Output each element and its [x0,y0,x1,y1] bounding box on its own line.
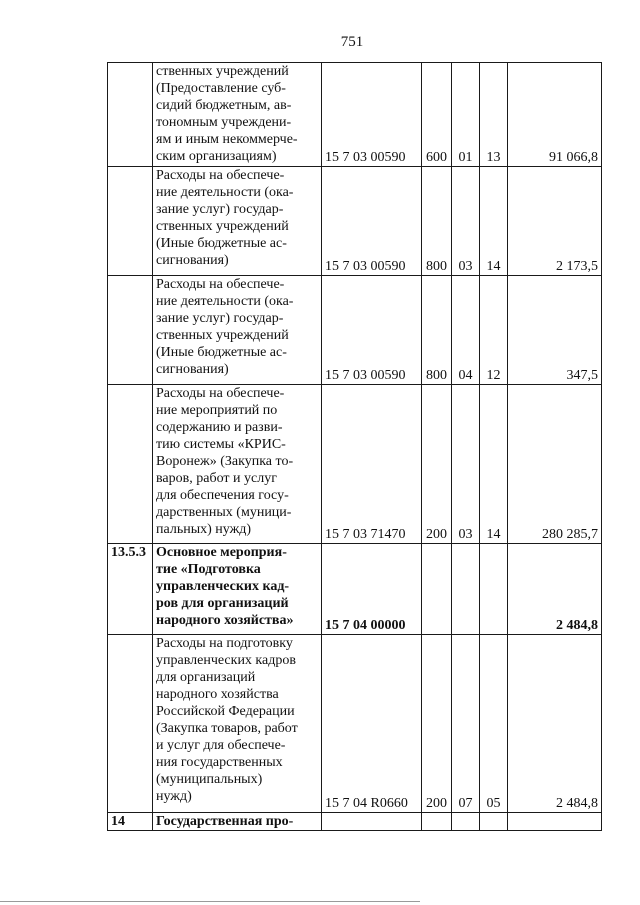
row-description: Расходы на подготовку управленческих кадров для организаций народного хозяйства Российской Федерации (Закупка товаров, работ и услуг для обеспече- ния государственных (муниципальных) нужд) [153,635,322,813]
row-col4: 200 [422,385,452,544]
table-row [108,635,602,813]
row-col6: 05 [480,635,508,813]
row-number [108,63,153,167]
table-row-section [108,544,602,635]
row-col5: 03 [452,167,480,276]
table-row-section [108,813,602,831]
row-col4 [422,544,452,635]
row-col4: 800 [422,167,452,276]
row-col6 [480,544,508,635]
row-number [108,385,153,544]
row-description: Расходы на обеспече- ние мероприятий по содержанию и разви- тию системы «КРИС- Воронеж» (Закупка то- варов, работ и услуг для обеспечения госу- дарственных (муници- пальных) нужд) [153,385,322,544]
page-number: 751 [340,34,364,50]
row-col6: 12 [480,276,508,385]
table-row [108,63,602,167]
row-number [108,635,153,813]
row-amount: 2 484,8 [508,635,602,813]
row-col6: 14 [480,167,508,276]
row-amount: 2 173,5 [508,167,602,276]
row-amount: 347,5 [508,276,602,385]
table-row [108,167,602,276]
row-code: 15 7 03 00590 [322,276,422,385]
row-code: 15 7 03 00590 [322,63,422,167]
scan-edge-line [0,901,420,902]
table-row [108,276,602,385]
row-description: Основное мероприя- тие «Подготовка управленческих кад- ров для организаций народного хозяйства» [153,544,322,635]
row-col5: 04 [452,276,480,385]
row-code: 15 7 04 00000 [322,544,422,635]
row-number: 14 [108,813,153,831]
row-description: Государственная про- [153,813,322,831]
row-col5: 07 [452,635,480,813]
row-amount: 91 066,8 [508,63,602,167]
table-row [108,385,602,544]
row-code: 15 7 03 71470 [322,385,422,544]
row-amount: 2 484,8 [508,544,602,635]
budget-table [107,62,602,831]
row-amount: 280 285,7 [508,385,602,544]
row-col5 [452,544,480,635]
row-col5 [452,813,480,831]
row-code: 15 7 04 R0660 [322,635,422,813]
row-description: Расходы на обеспече- ние деятельности (ока- зание услуг) государ- ственных учреждений (Иные бюджетные ас- сигнования) [153,276,322,385]
row-col6: 13 [480,63,508,167]
row-number [108,167,153,276]
row-number [108,276,153,385]
row-col4: 600 [422,63,452,167]
row-number: 13.5.3 [108,544,153,635]
row-amount [508,813,602,831]
row-col6: 14 [480,385,508,544]
row-col4: 800 [422,276,452,385]
row-col5: 01 [452,63,480,167]
row-description: Расходы на обеспече- ние деятельности (ока- зание услуг) государ- ственных учреждений (Иные бюджетные ас- сигнования) [153,167,322,276]
row-col4: 200 [422,635,452,813]
row-col6 [480,813,508,831]
row-code [322,813,422,831]
row-code: 15 7 03 00590 [322,167,422,276]
row-col4 [422,813,452,831]
row-col5: 03 [452,385,480,544]
row-description: ственных учреждений (Предоставление суб- сидий бюджетным, ав- тономным учреждени- ям и иным некоммерче- ским организациям) [153,63,322,167]
